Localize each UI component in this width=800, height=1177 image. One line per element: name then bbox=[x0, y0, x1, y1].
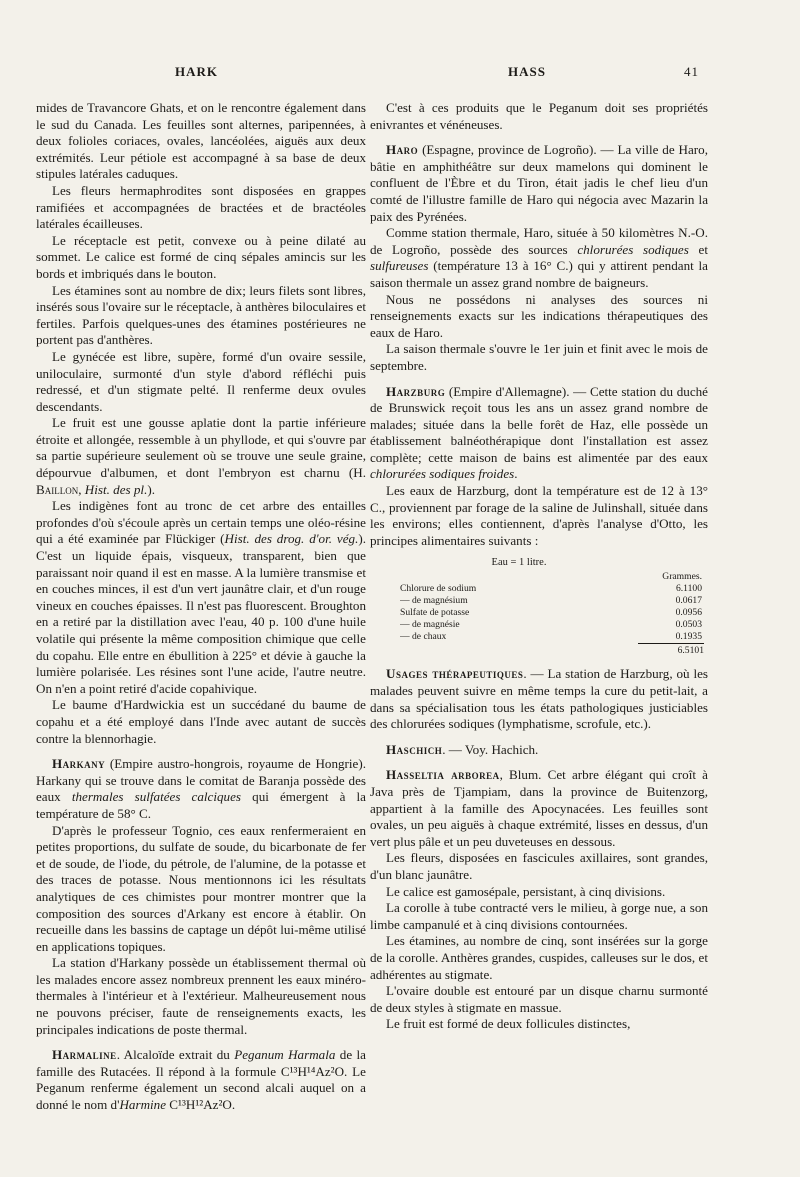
entry-harkany bbox=[36, 756, 366, 822]
paragraph: Le fruit est formé de deux follicules distinctes, bbox=[386, 1016, 631, 1032]
author-name: Baillon bbox=[36, 481, 79, 497]
paragraph: Le fruit est une gousse aplatie dont la partie inférieure étroite et allongée, ressemble à un phyllode, et qui s'ouvre par sa partie supérieure seulement où se trouve une seule graine, dépourvue d'albumen, et dont l'embryon est charnu (H. Baillon, Hist. des pl.). bbox=[36, 415, 366, 497]
text-run: de la famille des Rutacées. Il répond à la formule C¹³H¹⁴Az²O. Le Peganum renferme également un second alcali auquel on a donné le nom d' bbox=[36, 1047, 366, 1113]
row-value: 0.0956 bbox=[675, 607, 702, 619]
text-run: . Alcaloïde extrait du bbox=[116, 1047, 235, 1063]
emphasis: Peganum Harmala bbox=[234, 1047, 336, 1063]
row-label: — de chaux bbox=[400, 631, 447, 643]
entry-haro bbox=[370, 142, 708, 225]
headword: Harkany bbox=[52, 756, 106, 772]
table-row bbox=[370, 619, 708, 631]
row-label: Sulfate de potasse bbox=[400, 607, 470, 619]
paragraph: mides de Travancore Ghats, et on le rencontre également dans le sud du Canada. Les feuilles sont alternes, paripennées, à deux folioles coriaces, ovales, lancéolées, aiguës aux deux extrémités. Leur pétiole est accompagné à sa base de deux stipules latérales caduques. bbox=[36, 100, 366, 182]
table-row bbox=[370, 631, 708, 643]
table-row bbox=[370, 595, 708, 607]
paragraph bbox=[370, 225, 708, 291]
text-run: Le fruit est une gousse aplatie dont la partie inférieure étroite et allongée, ressemble à un phyllode, et qui s'ouvre par sa partie supérieure seulement où se trouve une seule graine, dépourvue d'albumen, et dont l'embryon est charnu (H. bbox=[36, 415, 366, 481]
table-row bbox=[370, 607, 708, 619]
text-run: qui émergent à la température de 58° C. bbox=[36, 789, 366, 821]
paragraph: Le baume d'Hardwickia est un succédané du baume de copahu et a été employé dans l'Inde avec autant de succès contre la blennorhagie. bbox=[36, 697, 366, 746]
headword: Hasseltia arborea bbox=[386, 767, 500, 783]
analysis-table bbox=[370, 557, 708, 657]
headword: Haro bbox=[386, 142, 419, 158]
entry-harmaline bbox=[36, 1047, 366, 1113]
entry-harzburg bbox=[370, 384, 708, 484]
paragraph: Les fleurs hermaphrodites sont disposées en grappes ramifiées et accompagnées de bractées et de bractéoles latérales écailleuses. bbox=[36, 182, 366, 232]
text-run: Comme station thermale, Haro, située à 50 kilomètres N.-O. de Logroño, possède des sources bbox=[370, 225, 708, 257]
paragraph: C'est à ces produits que le Peganum doit ses propriétés enivrantes et vénéneuses. bbox=[370, 100, 708, 132]
table-caption: Eau = 1 litre. bbox=[491, 557, 547, 569]
paragraph: L'ovaire double est entouré par un disque charnu surmonté de deux styles à stigmate en massue. bbox=[370, 983, 708, 1015]
paragraph: Les étamines sont au nombre de dix; leurs filets sont libres, insérés sous l'ovaire sur le réceptacle, à anthères biloculaires et fertiles. Parfois quelques-unes des étamines postérieures ne portent pas d'anthères. bbox=[36, 282, 366, 348]
entry-haschich bbox=[370, 742, 708, 759]
paragraph: Les étamines, au nombre de cinq, sont insérées sur la gorge de la corolle. Anthères grandes, cuspides, calleuses sur le dos, et adhérentes au stigmate. bbox=[370, 933, 708, 982]
row-value: 6.1100 bbox=[675, 583, 702, 595]
paragraph: D'après le professeur Tognio, ces eaux renfermeraient en petites proportions, du sulfate de soude, du bicarbonate de fer et de soude, de l'iode, du pétrole, de l'alumine, de la potasse et des traces de potasse. Nous mentionnons ici les résultats analytiques de ces chimistes pour montrer montrer que la composition des sources d'Arkany est encore à établir. On recueille dans les bassins de captage un dépôt lui-même utilisé en applications topiques. bbox=[36, 822, 366, 954]
emphasis: chlorurées sodiques bbox=[577, 241, 689, 257]
subheading: Usages thérapeutiques bbox=[386, 666, 524, 682]
text-run: ). C'est un liquide épais, visqueux, transparent, bien que paraissant noir quand il est en masse. A la lumière transmise et en couches minces, il est d'un vert jaunâtre clair, et d'un rouge vineux en couches épaisses. Il n'est pas fluorescent. Broughton en a retiré par la distillation avec l'eau, 40 p. 100 d'une huile volatile qui présente la même composition chimique que celle du copahu. Elle entre en ébullition à 225° et dévie à gauche la lumière polarisée. Les résines sont l'une acide, l'autre neutre. On n'en a point retiré d'acide copahivique. bbox=[36, 531, 366, 696]
paragraph: La corolle à tube contracté vers le milieu, à gorge nue, a son limbe campanulé et à cinq divisions contournées. bbox=[370, 900, 708, 932]
right-column bbox=[370, 100, 708, 1033]
row-label: Chlorure de sodium bbox=[400, 583, 477, 595]
row-label: — de magnésium bbox=[400, 595, 468, 607]
text-run: . — La station de Harzburg, où les malades peuvent suivre en même temps la cure du petit-lait, a dans sa spécialisation tous les états pathologiques justiciables des chlorurées sodiques (lymphatisme, scrofule, etc.). bbox=[370, 666, 708, 732]
text-run: (Empire d'Allemagne). — Cette station du duché de Brunswick reçoit tous les ans un assez grand nombre de malades; située dans la belle forêt de Haz, elle possède un établissement balnéothérapique dont l'installation est assez complète; cette maison de bains est alimentée par des eaux bbox=[370, 383, 708, 465]
paragraph bbox=[36, 498, 366, 697]
paragraph: Le gynécée est libre, supère, formé d'un ovaire sessile, uniloculaire, surmonté d'un style d'abord réfléchi puis redressé, et d'un stigmate pelté. Il renferme deux ovules descendants. bbox=[36, 348, 366, 414]
paragraph: Nous ne possédons ni analyses des sources ni renseignements exacts sur les indications thérapeutiques des eaux de Haro. bbox=[370, 291, 708, 340]
text-run: (température 13 à 16° C.) qui y attirent pendant la saison thermale un assez grand nombre de baigneurs. bbox=[370, 258, 708, 290]
text-run: et bbox=[688, 241, 708, 257]
text-run: . bbox=[514, 466, 518, 482]
left-column bbox=[36, 100, 366, 1114]
table-row bbox=[370, 583, 708, 595]
reference-title: Hist. des pl. bbox=[84, 481, 148, 497]
headword: Harzburg bbox=[386, 383, 446, 399]
page-number: 41 bbox=[684, 64, 699, 79]
reference-title: Hist. des drog. d'or. vég. bbox=[224, 531, 359, 547]
text-run: , Blum. Cet arbre élégant qui croît à Java près de Tjampiam, dans la province de Buitenzorg, appartient à la famille des Apocynacées. Les feuilles sont ovales, un peu aiguës à chaque extrémité, lisses en dessus, d'un vert plus pâle et un peu duveteuses en dessous. bbox=[370, 767, 708, 849]
row-label: — de magnésie bbox=[400, 619, 460, 631]
text-run: (Espagne, province de Logroño). — La ville de Haro, bâtie en amphithéâtre sur deux mamelons qui dominent le confluent de l'Èbre et du Tiron, était jadis le chef lieu d'un comté de l'illustre famille de Haro qui négocia avec Mazarin la paix des Pyrénées. bbox=[370, 142, 708, 224]
headword: Harmaline bbox=[52, 1047, 117, 1063]
text-run: Les indigènes font au tronc de cet arbre des entailles profondes d'où s'écoule après un certain temps une oléo-résine qui a été examinée par Flückiger ( bbox=[36, 498, 366, 547]
entry-usages bbox=[370, 666, 708, 732]
emphasis: Harmine bbox=[119, 1097, 167, 1113]
text-run: . — Voy. Hachich. bbox=[442, 741, 539, 757]
table-unit: Grammes. bbox=[662, 571, 702, 583]
paragraph: Le réceptacle est petit, convexe ou à peine dilaté au sommet. Le calice est formé de cinq sépales amincis sur les bords et imbriqués dans le bouton. bbox=[36, 232, 366, 281]
running-header-right: HASS bbox=[508, 64, 546, 79]
text-run: (Empire austro-hongrois, royaume de Hongrie). Harkany qui se trouve dans le comitat de Baranja possède des eaux bbox=[36, 756, 366, 805]
row-value: 0.1935 bbox=[675, 631, 702, 643]
emphasis: chlorurées sodiques froides bbox=[370, 466, 515, 482]
emphasis: thermales sulfatées calciques bbox=[71, 789, 242, 805]
paragraph: La station d'Harkany possède un établissement thermal où les malades encore assez nombreux prennent les eaux minéro-thermales à l'intérieur et à l'extérieur. Malheureusement nous ne pouvons préciser, faute de renseignements exacts, les principales indications de poste thermal. bbox=[36, 955, 366, 1037]
paragraph: La saison thermale s'ouvre le 1er juin et finit avec le mois de septembre. bbox=[370, 341, 708, 373]
table-total: 6.5101 bbox=[638, 643, 704, 657]
row-value: 0.0503 bbox=[675, 619, 702, 631]
running-header-left: HARK bbox=[175, 64, 218, 79]
emphasis: sulfureuses bbox=[370, 258, 429, 274]
paragraph: Le calice est gamosépale, persistant, à cinq divisions. bbox=[386, 883, 666, 899]
paragraph: Les eaux de Harzburg, dont la température est de 12 à 13° C., proviennent par forage de la saline de Julinshall, située dans les environs; elles contiennent, d'après l'analyse d'Otto, les principes alimentaires suivants : bbox=[370, 483, 708, 548]
entry-hasseltia bbox=[370, 767, 708, 850]
paragraph: Les fleurs, disposées en fascicules axillaires, sont grandes, d'un blanc jaunâtre. bbox=[370, 850, 708, 882]
row-value: 0.0617 bbox=[675, 595, 702, 607]
text-run: ). bbox=[147, 481, 155, 497]
text-run: C¹³H¹²Az²O. bbox=[166, 1097, 236, 1113]
headword: Haschich bbox=[386, 741, 443, 757]
